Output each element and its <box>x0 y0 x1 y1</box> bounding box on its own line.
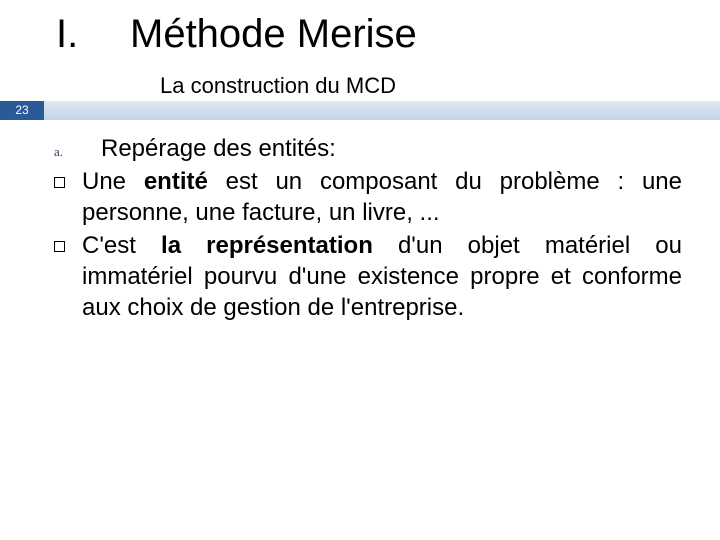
header-band <box>0 101 720 120</box>
square-bullet-icon <box>54 177 65 188</box>
bullet-bold-term: la représentation <box>161 232 373 259</box>
bullet-text-part: Une <box>82 168 144 195</box>
title-text: Méthode Merise <box>130 12 417 56</box>
section-heading-text: Repérage des entités: <box>101 135 336 162</box>
bullet-text <box>82 230 682 323</box>
slide-subtitle: La construction du MCD <box>160 73 396 98</box>
list-marker: a. <box>54 144 64 159</box>
bullet-text-part: d'un objet matériel ou immatériel pourvu d'une existence propre et conforme aux choix de gestion de l'entreprise. <box>82 232 682 321</box>
bullet-text <box>82 166 682 228</box>
slide-number: 23 <box>0 101 44 120</box>
bullet-item <box>52 230 682 323</box>
bullet-item <box>52 166 682 228</box>
bullet-text-part: C'est <box>82 232 162 259</box>
title-number: I. <box>56 12 79 56</box>
bullet-text-part: est un composant du problème : une personne, une facture, un livre, ... <box>82 168 682 226</box>
slide-title <box>56 12 417 57</box>
bullet-bold-term: entité <box>143 168 208 195</box>
square-bullet-icon <box>54 241 65 252</box>
section-heading <box>54 133 694 168</box>
